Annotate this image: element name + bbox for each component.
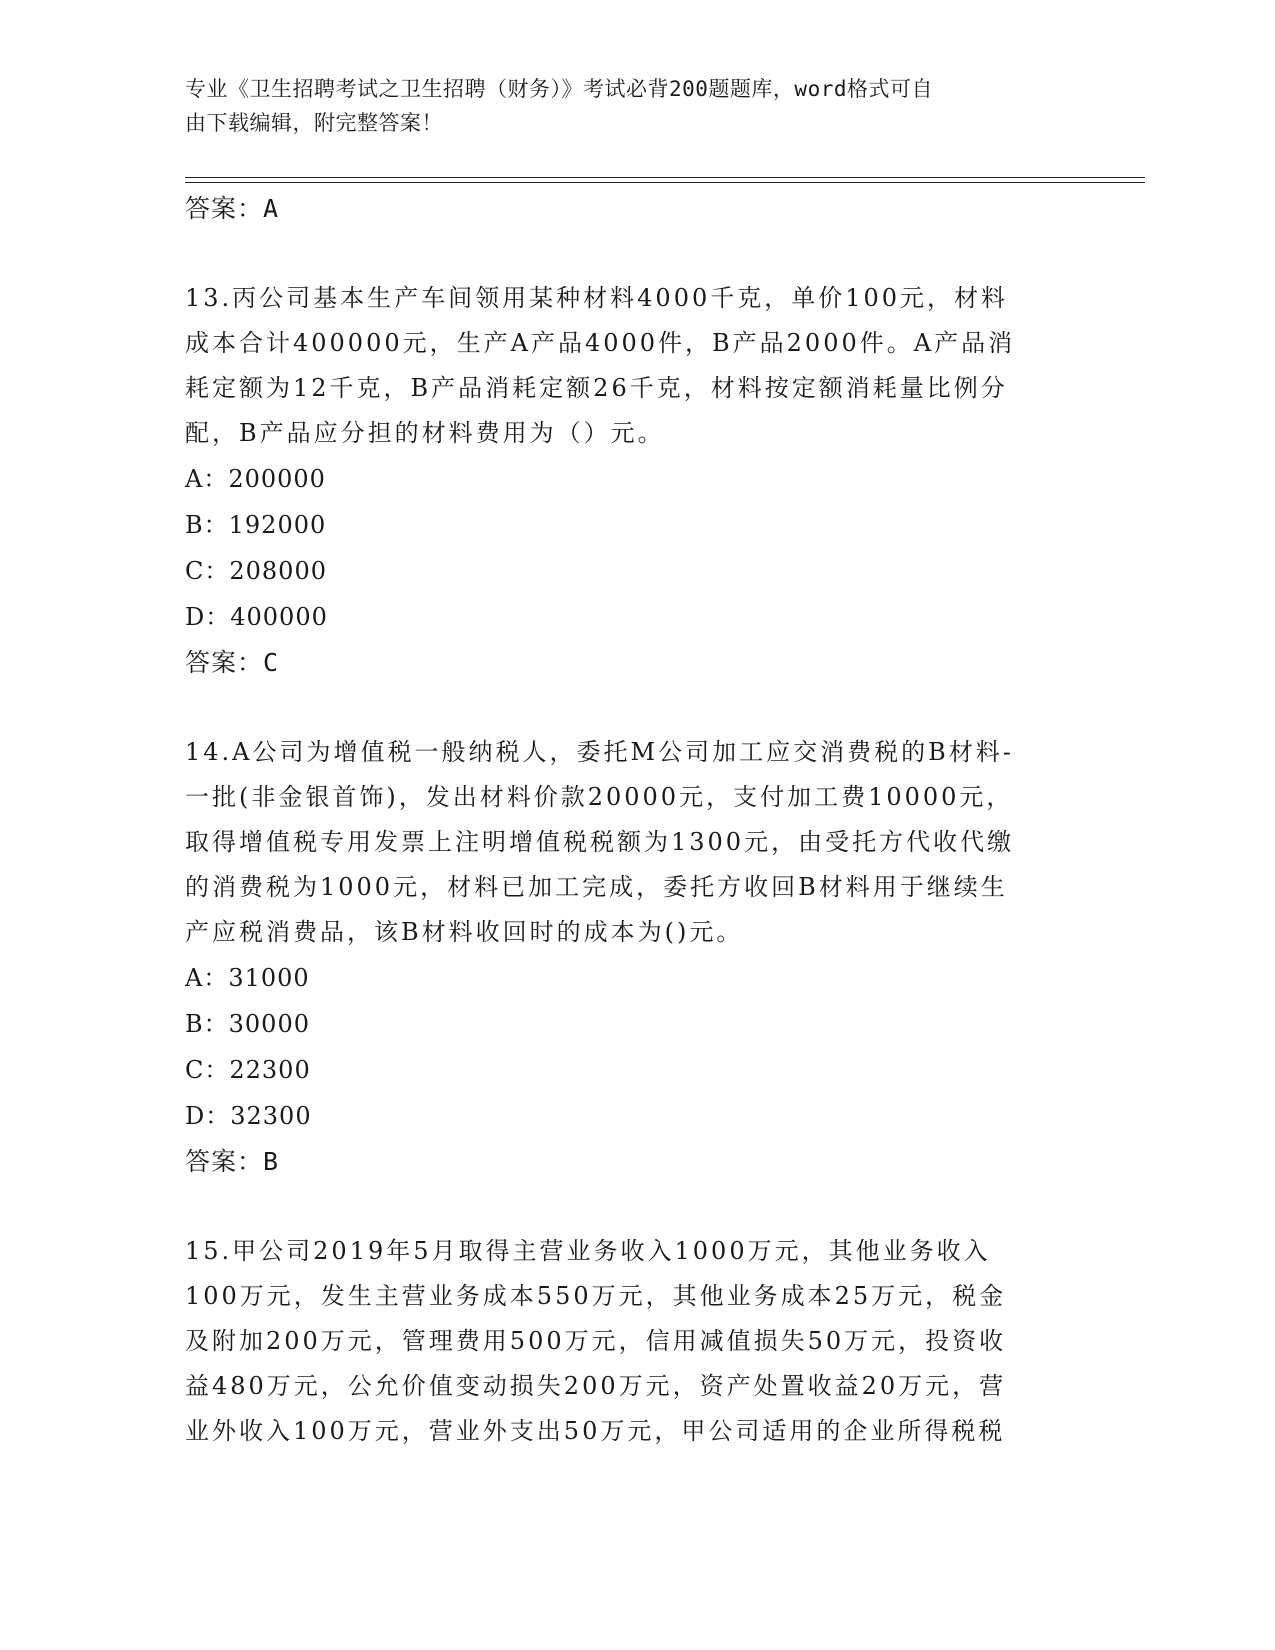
question-text-line: 15.甲公司2019年5月取得主营业务收入1000万元，其他业务收入 [185,1237,991,1265]
option-d: D：32300 [185,1102,312,1130]
option-a: A：31000 [185,964,310,992]
option-d: D：400000 [185,603,328,631]
question-text-line: 产应税消费品，该B材料收回时的成本为()元。 [185,918,744,946]
question-text-line: 益480万元，公允价值变动损失200万元，资产处置收益20万元，营 [185,1372,1007,1400]
question-text-line: 100万元，发生主营业务成本550万元，其他业务成本25万元，税金 [185,1282,1007,1310]
option-c: C：208000 [185,557,327,585]
header-divider [185,177,1145,178]
question-text-line: 一批(非金银首饰)，发出材料价款20000元，支付加工费10000元， [185,783,1014,811]
answer-line: 答案：C [185,648,280,677]
question-14 [185,730,1085,955]
option-c: C：22300 [185,1056,311,1084]
question-text-line: 13.丙公司基本生产车间领用某种材料4000千克，单价100元，材料 [185,284,1009,312]
question-text-line: 及附加200万元，管理费用500万元，信用减值损失50万元，投资收 [185,1327,1007,1355]
question-13 [185,276,1085,456]
header-line: 专业《卫生招聘考试之卫生招聘（财务）》考试必背200题题库，word格式可自 [185,77,933,101]
question-text-line: 的消费税为1000元，材料已加工完成，委托方收回B材料用于继续生 [185,873,1008,901]
question-15 [185,1229,1085,1454]
question-text-line: 业外收入100万元，营业外支出50万元，甲公司适用的企业所得税税 [185,1417,1006,1445]
header-divider [185,182,1145,183]
question-text-line: 成本合计400000元，生产A产品4000件，B产品2000件。A产品消 [185,329,1016,357]
question-text-line: 配，B产品应分担的材料费用为（）元。 [185,419,665,447]
option-b: B：192000 [185,511,327,539]
document-body [185,186,1085,1454]
option-a: A：200000 [185,465,326,493]
question-text-line: 取得增值税专用发票上注明增值税税额为1300元，由受托方代收代缴 [185,828,1015,856]
document-header [185,72,1055,140]
answer-line: 答案：A [185,194,280,223]
option-b: B：30000 [185,1010,310,1038]
question-text-line: 耗定额为12千克，B产品消耗定额26千克，材料按定额消耗量比例分 [185,374,1008,402]
question-text-line: 14.A公司为增值税一般纳税人，委托M公司加工应交消费税的B材料- [185,738,1014,766]
header-line: 由下载编辑，附完整答案！ [185,111,443,135]
answer-line: 答案：B [185,1147,280,1176]
